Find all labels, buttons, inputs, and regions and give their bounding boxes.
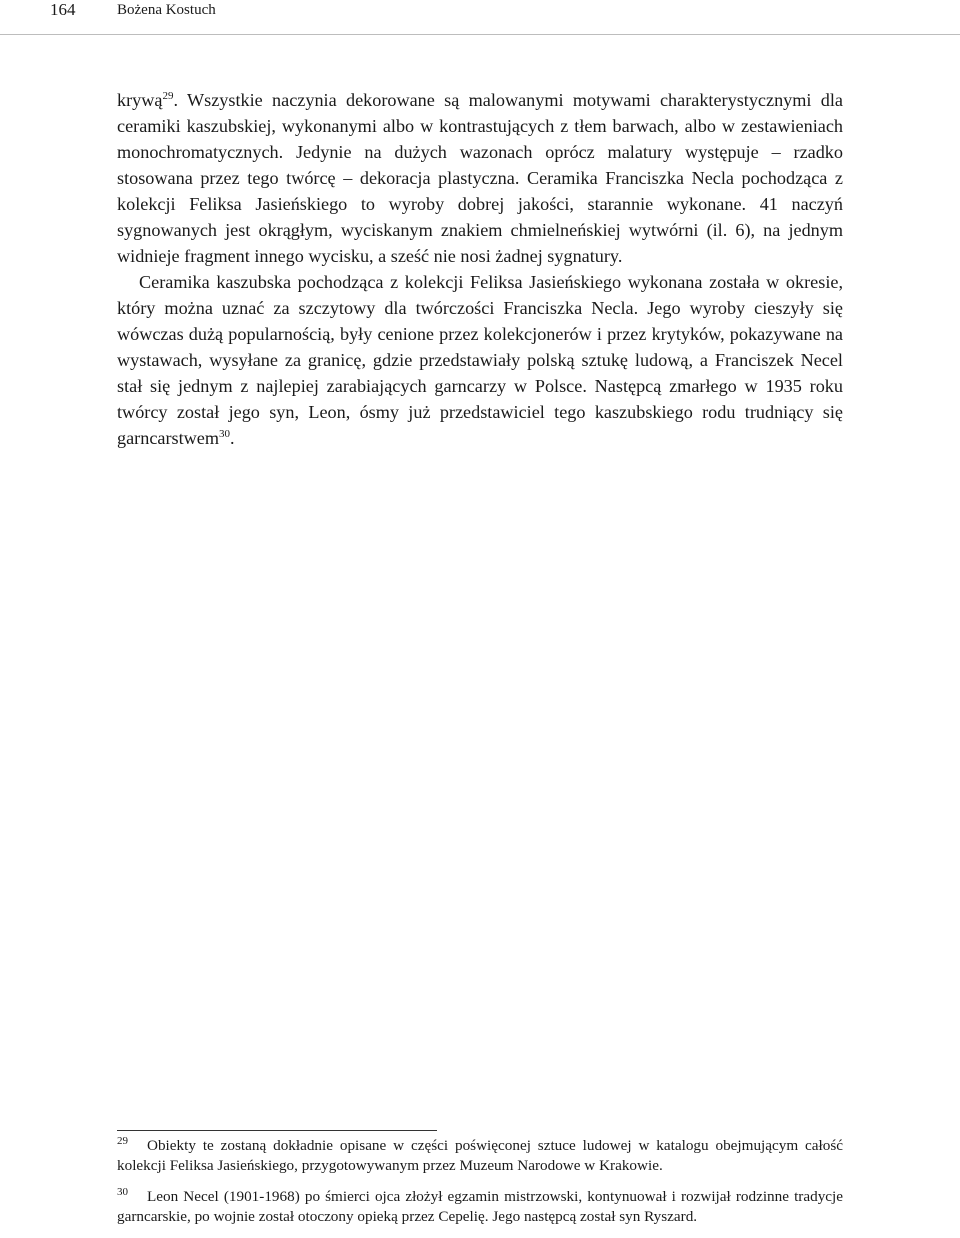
- footnotes: [117, 1136, 843, 1238]
- main-text: [117, 87, 843, 451]
- footnote-divider: [117, 1130, 437, 1131]
- footnote-30: 30 Leon Necel (1901-1968) po śmierci ojca złożył egzamin mistrzowski, kontynuował i rozwijał rodzinne tradycje garncarskie, po wojnie został otoczony opieką przez Cepelię. Jego następcą został syn Ryszard.: [117, 1185, 843, 1225]
- footnote-text: Leon Necel (1901-1968) po śmierci ojca złożył egzamin mistrzowski, kontynuował i rozwijał rodzinne tradycje garncarskie, po wojnie został otoczony opieką przez Cepelię. Jego następcą został syn Ryszard.: [117, 1188, 843, 1225]
- footnote-29: 29 Obiekty te zostaną dokładnie opisane w części poświęconej sztuce ludowej w katalogu obejmującym całość kolekcji Feliksa Jasieńskiego, przygotowywanym przez Muzeum Narodowe w Krakowie.: [117, 1134, 843, 1174]
- page-number: 164: [50, 0, 76, 19]
- paragraph-1-start: krywą: [117, 90, 163, 110]
- footnote-ref-29[interactable]: 29: [162, 89, 174, 102]
- paragraph-2: [117, 269, 843, 451]
- running-header: [0, 0, 960, 35]
- paragraph-2-text: Ceramika kaszubska pochodząca z kolekcji Feliksa Jasieńskiego wykonana została w okresie, który można uznać za szczytowy dla twórczości Franciszka Necla. Jego wyroby cieszyły się wówczas dużą popularnością, były cenione przez kolekcjonerów i przez krytyków, pokazywane na wystawach, wysyłane za granicę, gdzie przedstawiały polską sztukę ludową, a Franciszek Necel stał się jednym z najlepiej zarabiających garncarzy w Polsce. Następcą zmarłego w 1935 roku twórcy został jego syn, Leon, ósmy już przedstawiciel tego kaszubskiego rodu trudniący się garncarstwem: [117, 272, 843, 448]
- footnote-ref-30[interactable]: 30: [219, 427, 231, 440]
- running-head-author: Bożena Kostuch: [117, 2, 216, 18]
- paragraph-2-end: .: [230, 428, 235, 448]
- footnote-text: Obiekty te zostaną dokładnie opisane w części poświęconej sztuce ludowej w katalogu obejmującym całość kolekcji Feliksa Jasieńskiego, przygotowywanym przez Muzeum Narodowe w Krakowie.: [117, 1137, 843, 1174]
- paragraph-1: [117, 87, 843, 269]
- paragraph-1-text: . Wszystkie naczynia dekorowane są malowanymi motywami charakterystycznymi dla ceramiki kaszubskiej, wykonanymi albo w kontrastujących z tłem barwach, albo w zestawieniach monochromatycznych. Jedynie na dużych wazonach oprócz malatury występuje – rzadko stosowana przez tego twórcę – dekoracja plastyczna. Ceramika Franciszka Necla pochodząca z kolekcji Feliksa Jasieńskiego to wyroby dobrej jakości, starannie wykonane. 41 naczyń sygnowanych jest okrągłym, wyciskanym znakiem chmielneńskiej wytwórni (il. 6), na jednym widnieje fragment innego wycisku, a sześć nie nosi żadnej sygnatury.: [117, 90, 843, 266]
